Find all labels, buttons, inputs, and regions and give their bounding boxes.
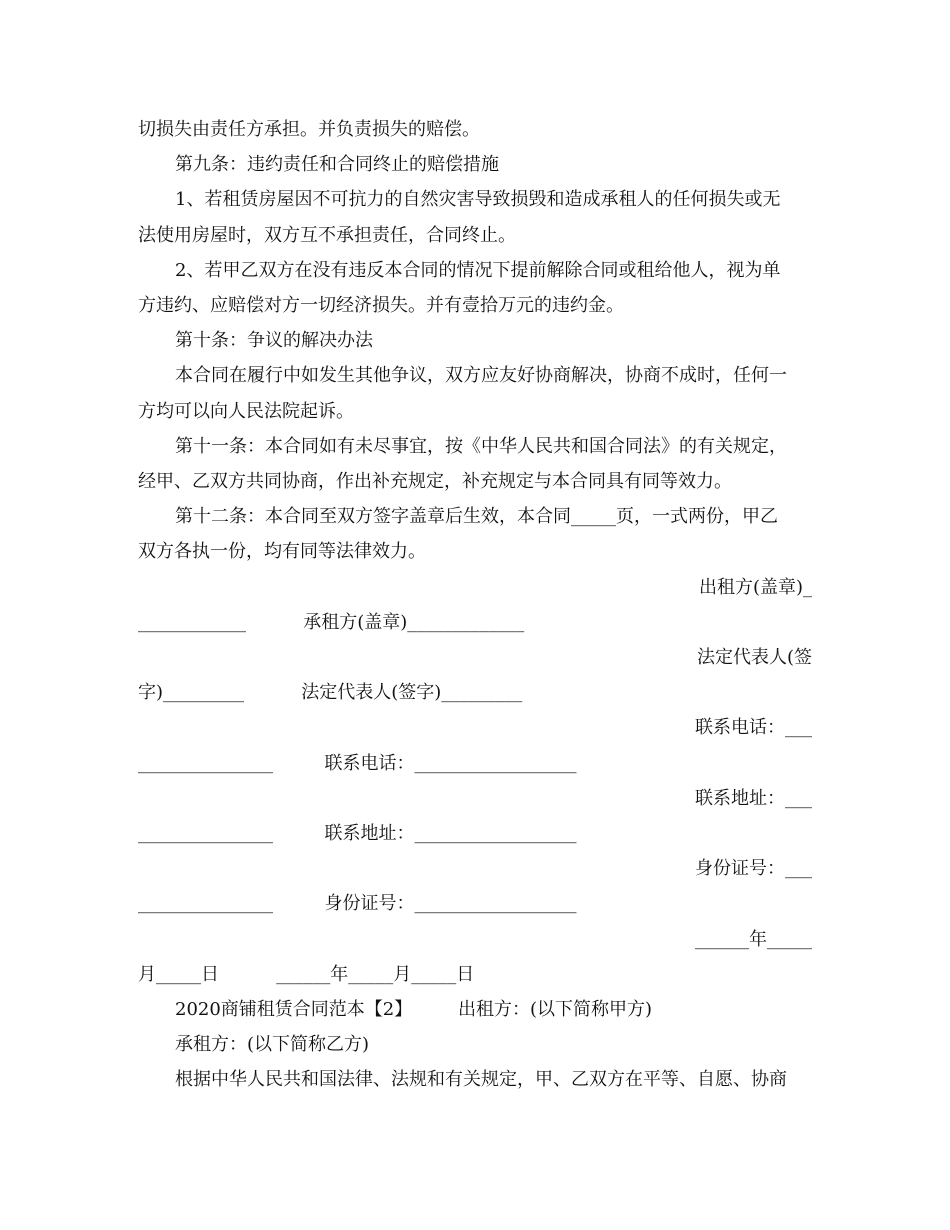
article-11-text: 第十一条：本合同如有未尽事宜，按《中华人民共和国合同法》的有关规定， — [175, 436, 787, 457]
text-line: 根据中华人民共和国法律、法规和有关规定，甲、乙双方在平等、自愿、协商 — [175, 1069, 787, 1090]
phone-label: 联系电话：___ — [695, 717, 812, 738]
date-line: 月_____日 ______年_____月_____日 — [138, 964, 475, 985]
text-line: 2、若甲乙双方在没有违反本合同的情况下提前解除合同或租给他人，视为单 — [175, 260, 781, 281]
date-label: ______年_____ — [695, 929, 812, 950]
text-line: 1、若租赁房屋因不可抗力的自然灾害导致损毁和造成承租人的任何损失或无 — [175, 189, 781, 210]
lessee-line: 承租方：(以下简称乙方) — [175, 1034, 370, 1055]
id-number-line: _______________ 身份证号：__________________ — [138, 893, 577, 914]
text-line: 本合同在履行中如发生其他争议，双方应友好协商解决，协商不成时，任何一 — [175, 365, 787, 386]
lessee-seal-line: ____________ 承租方(盖章)_____________ — [138, 612, 525, 633]
article-10-heading: 第十条：争议的解决办法 — [175, 330, 373, 351]
address-label: 联系地址：___ — [695, 788, 812, 809]
article-12-text: 第十二条：本合同至双方签字盖章后生效，本合同_____页，一式两份，甲乙 — [175, 506, 778, 527]
text-line: 切损失由责任方承担。并负责损失的赔偿。 — [138, 119, 480, 140]
contract-2-title: 2020商铺租赁合同范本【2】 出租方：(以下简称甲方) — [175, 999, 653, 1020]
article-9-heading: 第九条：违约责任和合同终止的赔偿措施 — [175, 154, 499, 175]
legal-rep-label: 法定代表人(签 — [696, 647, 812, 668]
id-number-label: 身份证号：___ — [695, 858, 812, 879]
lessor-seal-label: 出租方(盖章)_ — [698, 577, 812, 598]
text-line: 经甲、乙双方共同协商，作出补充规定，补充规定与本合同具有同等效力。 — [138, 471, 732, 492]
address-line: _______________ 联系地址：__________________ — [138, 823, 577, 844]
phone-line: _______________ 联系电话：__________________ — [138, 753, 577, 774]
text-line: 法使用房屋时，双方互不承担责任，合同终止。 — [138, 225, 516, 246]
text-line: 方均可以向人民法院起诉。 — [138, 401, 354, 422]
legal-rep-line: 字)_________ 法定代表人(签字)_________ — [138, 682, 523, 703]
text-line: 方违约、应赔偿对方一切经济损失。并有壹拾万元的违约金。 — [138, 295, 624, 316]
text-line: 双方各执一份，均有同等法律效力。 — [138, 541, 426, 562]
